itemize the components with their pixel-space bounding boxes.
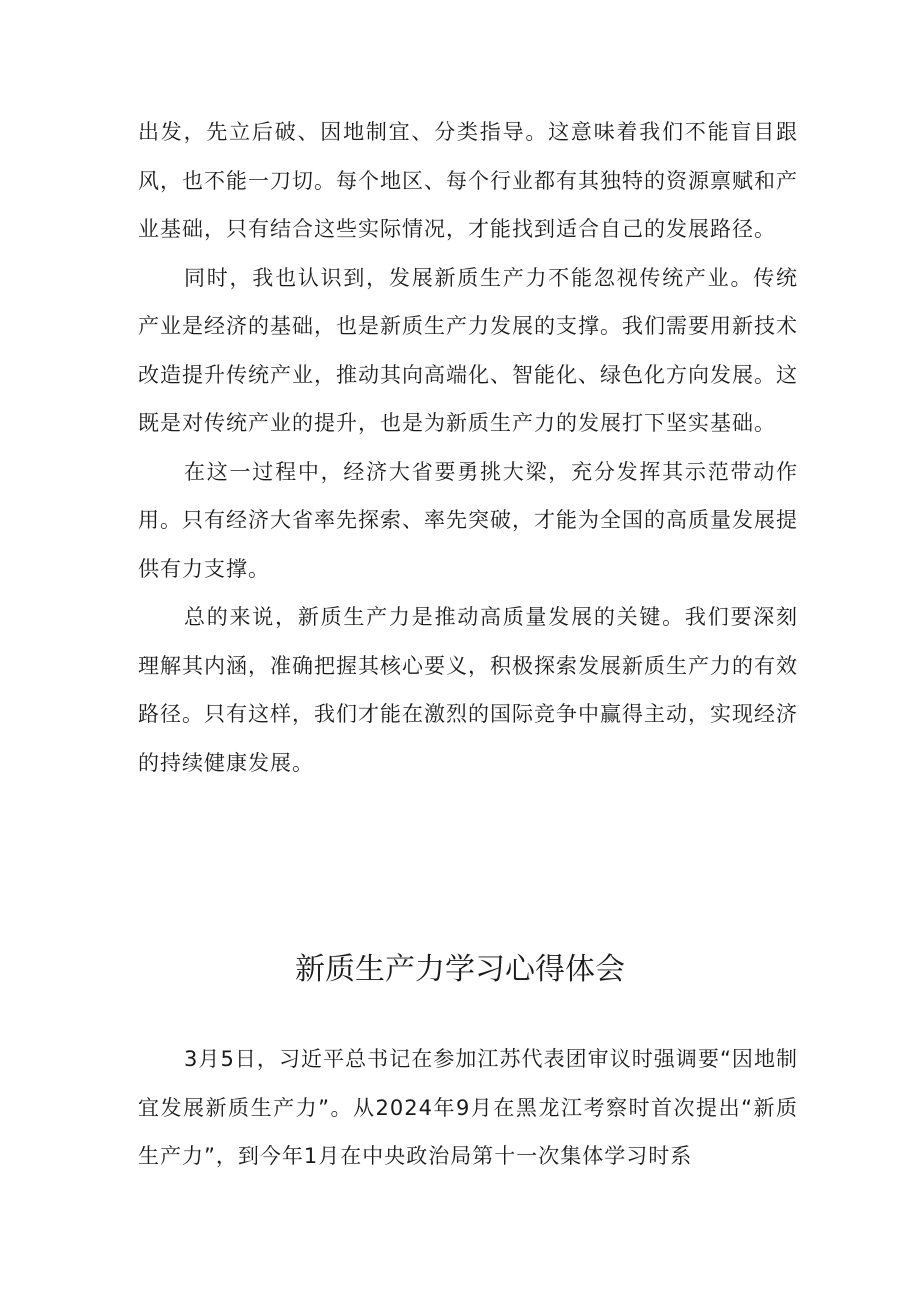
- body-text-top: [138, 108, 798, 787]
- section-title: 新质生产力学习心得体会: [295, 952, 625, 987]
- paragraph-continuation: 出发，先立后破、因地制宜、分类指导。这意味着我们不能盲目跟风，也不能一刀切。每个地区、每个行业都有其独特的资源禀赋和产业基础，只有结合这些实际情况，才能找到适合自己的发展路径。: [138, 120, 798, 241]
- paragraph-intro: 3月5日，习近平总书记在参加江苏代表团审议时强调要“因地制宜发展新质生产力”。从2024年9月在黑龙江考察时首次提出“新质生产力”，到今年1月在中央政治局第十一次集体学习时系: [138, 1047, 798, 1168]
- paragraph-economic-provinces: 在这一过程中，经济大省要勇挑大梁，充分发挥其示范带动作用。只有经济大省率先探索、率先突破，才能为全国的高质量发展提供有力支撑。: [138, 459, 798, 581]
- paragraph-conclusion: 总的来说，新质生产力是推动高质量发展的关键。我们要深刻理解其内涵，准确把握其核心要义，积极探索发展新质生产力的有效路径。只有这样，我们才能在激烈的国际竞争中赢得主动，实现经济的持续健康发展。: [138, 605, 798, 775]
- body-text-bottom: [138, 1035, 798, 1181]
- paragraph-traditional-industry: 同时，我也认识到，发展新质生产力不能忽视传统产业。传统产业是经济的基础，也是新质生产力发展的支撑。我们需要用新技术改造提升传统产业，推动其向高端化、智能化、绿色化方向发展。这既是对传统产业的提升，也是为新质生产力的发展打下坚实基础。: [138, 265, 798, 435]
